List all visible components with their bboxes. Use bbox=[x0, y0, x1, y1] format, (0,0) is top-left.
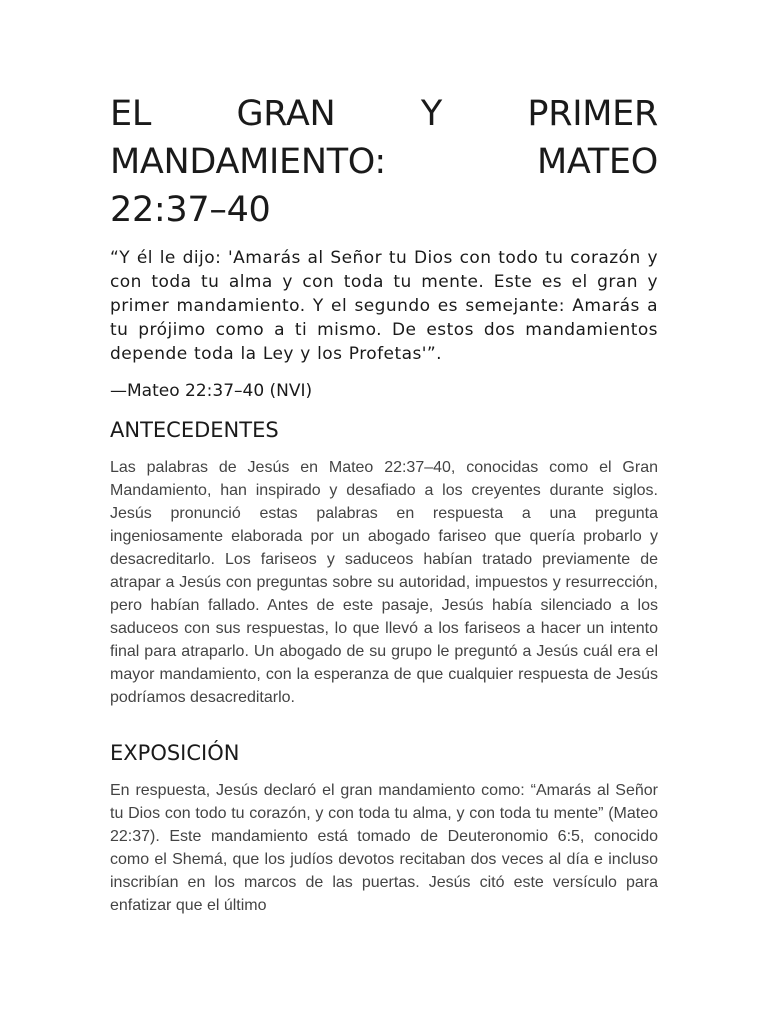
scripture-citation: —Mateo 22:37–40 (NVI) bbox=[110, 381, 313, 401]
section-heading-exposicion: EXPOSICIÓN bbox=[110, 741, 240, 765]
title-line-3: 22:37–40 bbox=[110, 190, 271, 230]
section-heading-antecedentes: ANTECEDENTES bbox=[110, 418, 279, 442]
title-line-2: MANDAMIENTO: MATEO bbox=[110, 142, 658, 182]
scripture-quote: “Y él le dijo: 'Amarás al Señor tu Dios con todo tu corazón y con toda tu alma y con toda tu mente. Este es el gran y primer mandamiento. Y el segundo es semejante: Amarás a tu prójimo como a ti mismo. De estos dos mandamientos depende toda la Ley y los Profetas'”. bbox=[110, 248, 658, 364]
title-line-1: EL GRAN Y PRIMER bbox=[110, 94, 658, 134]
document-title bbox=[110, 90, 658, 234]
section-body-exposicion: En respuesta, Jesús declaró el gran mandamiento como: “Amarás al Señor tu Dios con todo tu corazón, y con toda tu alma, y con toda tu mente” (Mateo 22:37). Este mandamiento está tomado de Deuteronomio 6:5, conocido como el Shemá, que los judíos devotos recitaban dos veces al día e incluso inscribían en los marcos de las puertas. Jesús citó este versículo para enfatizar que el último bbox=[110, 782, 658, 914]
section-body-antecedentes: Las palabras de Jesús en Mateo 22:37–40, conocidas como el Gran Mandamiento, han inspirado y desafiado a los creyentes durante siglos. Jesús pronunció estas palabras en respuesta a una pregunta ingeniosamente elaborada por un abogado fariseo que quería probarlo y desacreditarlo. Los fariseos y saduceos habían tratado previamente de atrapar a Jesús con preguntas sobre su autoridad, impuestos y resurrección, pero habían fallado. Antes de este pasaje, Jesús había silenciado a los saduceos con sus respuestas, lo que llevó a los fariseos a hacer un intento final para atraparlo. Un abogado de su grupo le preguntó a Jesús cuál era el mayor mandamiento, con la esperanza de que cualquier respuesta de Jesús podríamos desacreditarlo. bbox=[110, 459, 658, 706]
